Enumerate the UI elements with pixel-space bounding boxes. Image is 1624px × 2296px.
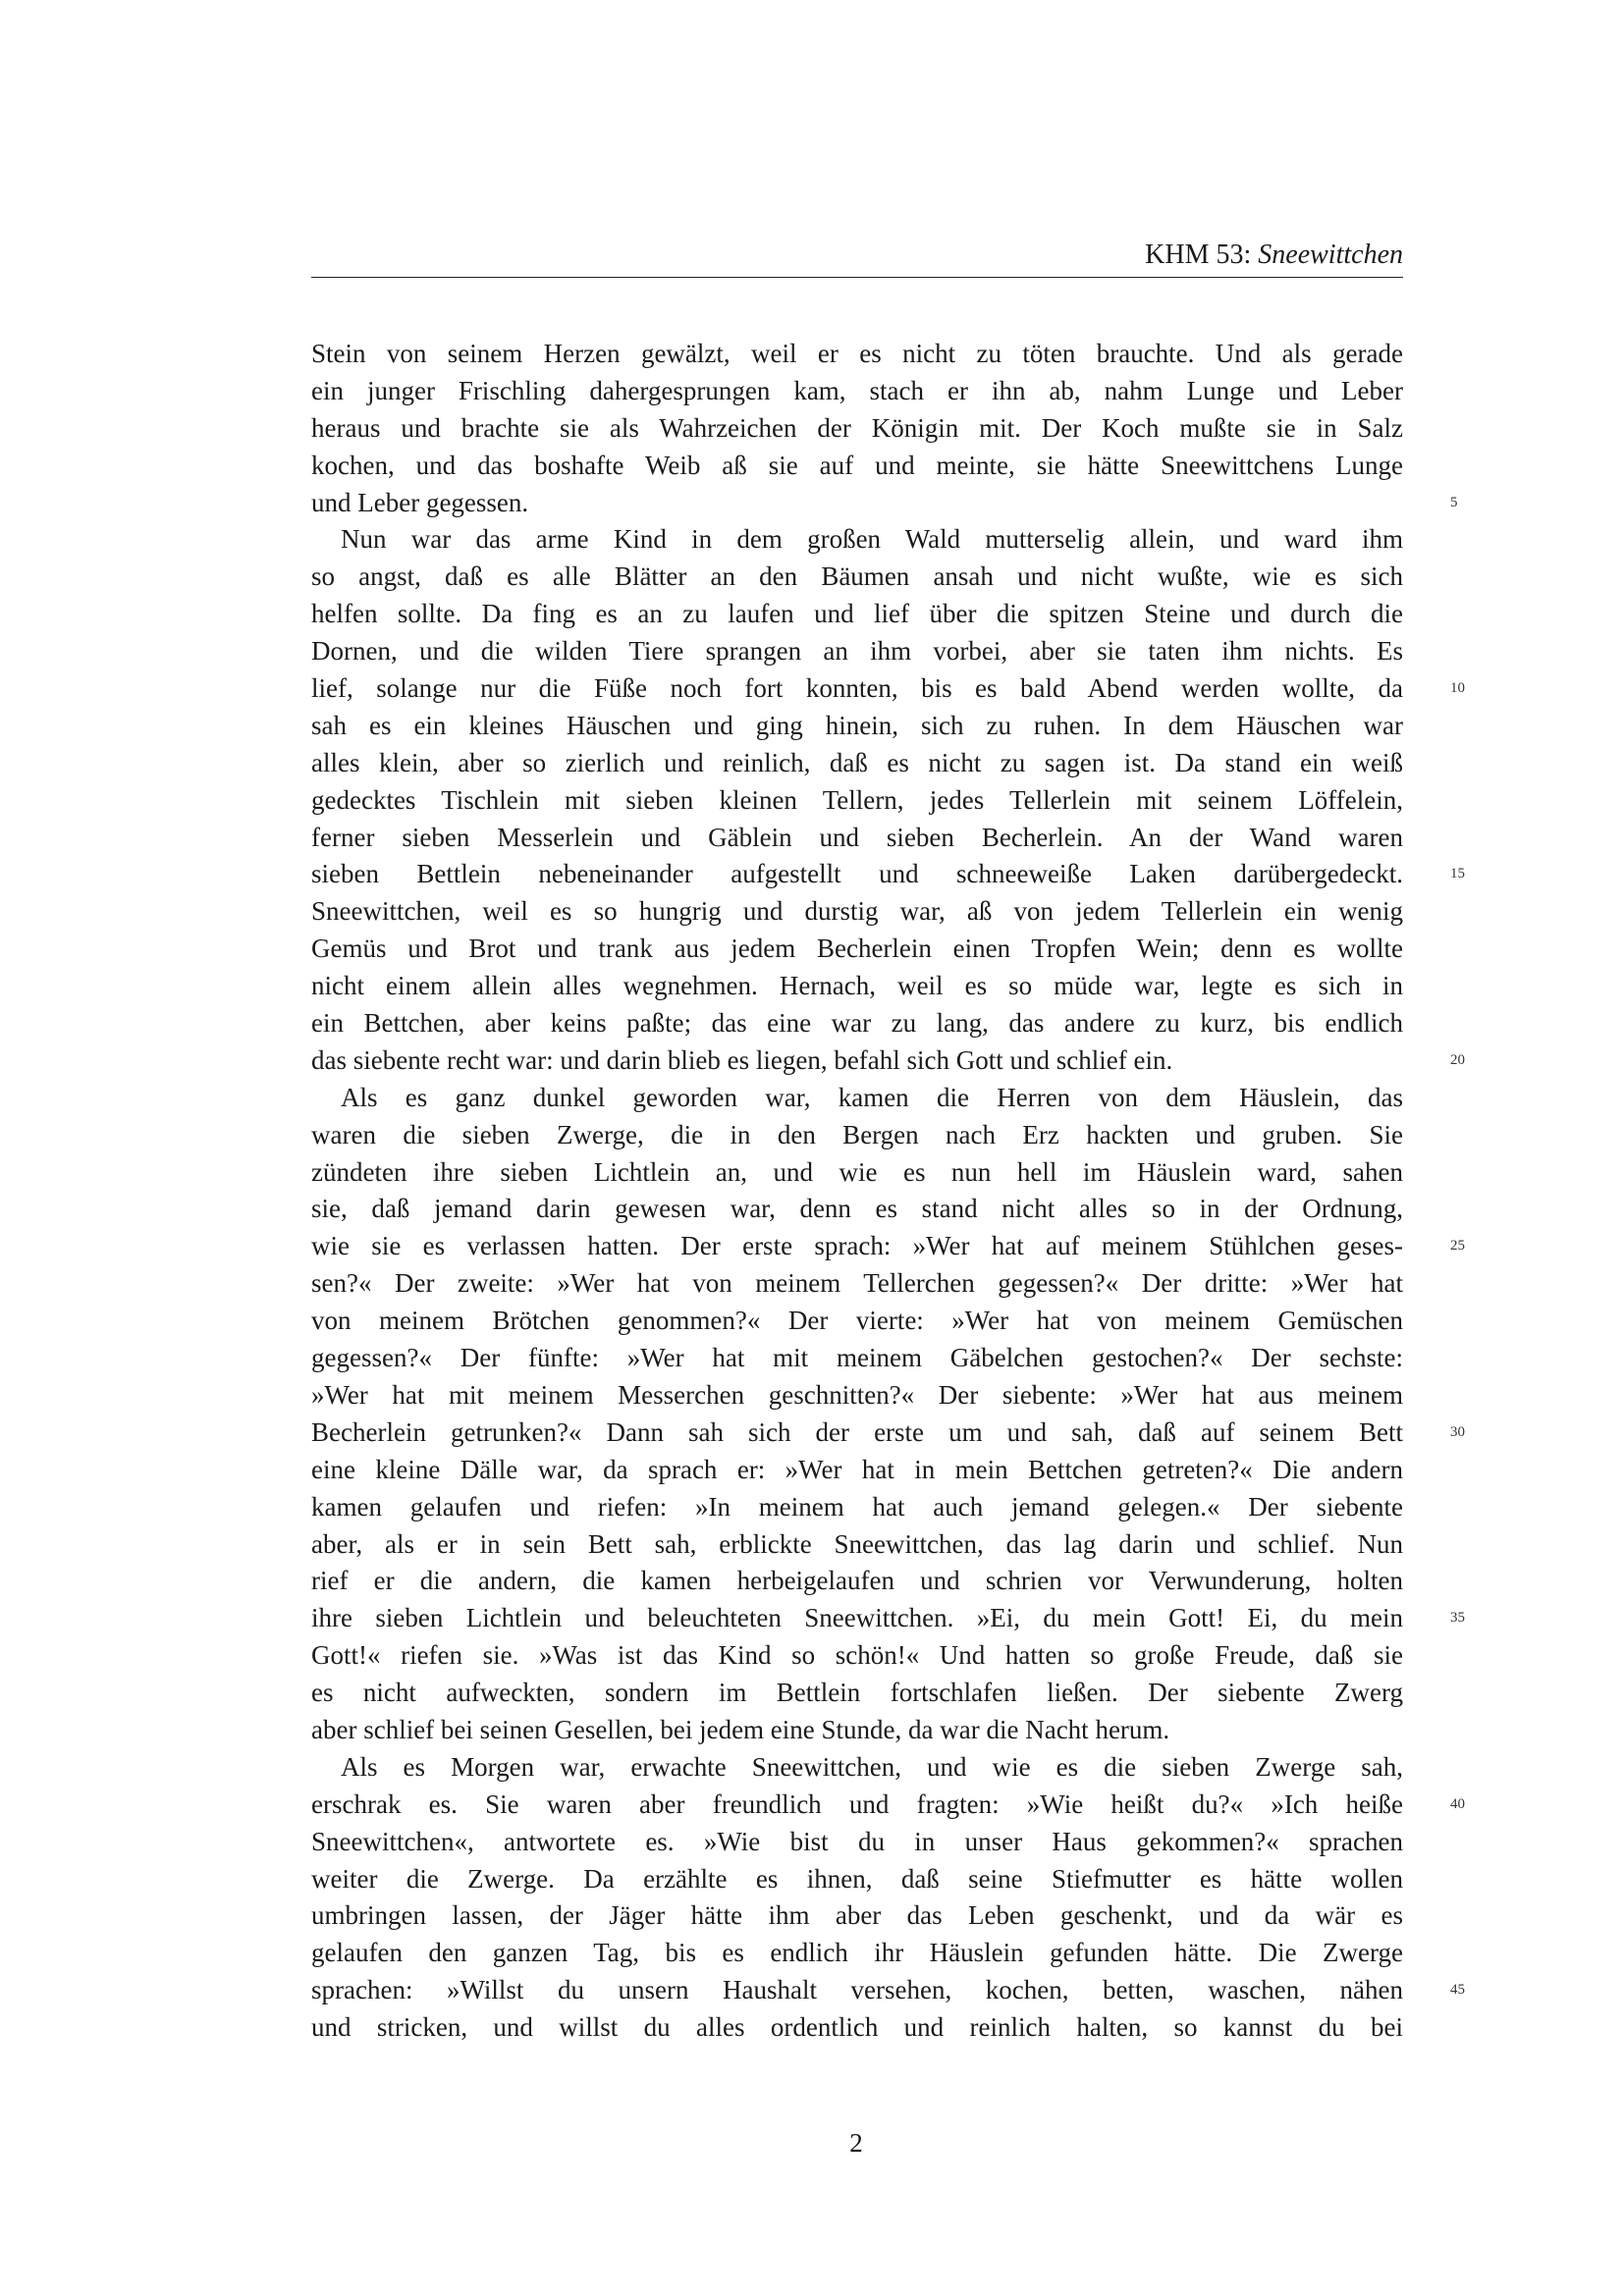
text-line-content: Becherlein getrunken?« Dann sah sich der erste um und sah, daß auf seinem Bett: [311, 1416, 1403, 1447]
text-line-content: aber, als er in sein Bett sah, erblickte Sneewittchen, das lag darin und schlief. Nun: [311, 1528, 1403, 1559]
text-line-content: sen?« Der zweite: »Wer hat von meinem Tellerchen gegessen?« Der dritte: »Wer hat: [311, 1268, 1403, 1299]
text-line: [311, 1042, 1465, 1080]
paragraph: [311, 521, 1465, 1079]
text-line: [311, 1191, 1403, 1228]
text-line: [311, 670, 1465, 708]
text-line-content: sieben Bettlein nebeneinander aufgestellt und schneeweiße Laken darübergedeckt.: [311, 859, 1403, 889]
text-line: [311, 856, 1465, 893]
page-number: 2: [849, 2128, 863, 2158]
text-line: [311, 1526, 1403, 1564]
text-line-content: kamen gelaufen und riefen: »In meinem hat auch jemand gelegen.« Der siebente: [311, 1491, 1403, 1522]
text-line: [311, 968, 1403, 1005]
text-line: [311, 1749, 1403, 1787]
text-line: [311, 559, 1403, 596]
text-line-content: Als es Morgen war, erwachte Sneewittchen, und wie es die sieben Zwerge sah,: [341, 1751, 1403, 1782]
text-line: [311, 1675, 1403, 1712]
header-number: 53:: [1216, 240, 1252, 270]
line-number: 40: [1450, 1795, 1465, 1812]
paragraph: [311, 336, 1458, 521]
text-line: [311, 485, 1458, 522]
text-line-content: zündeten ihre sieben Lichtlein an, und wie es nun hell im Häuslein ward, sahen: [311, 1156, 1403, 1187]
text-line-content: helfen sollte. Da fing es an zu laufen und lief über die spitzen Steine und durch die: [311, 599, 1403, 629]
text-line: [311, 1415, 1465, 1452]
text-line: [311, 336, 1403, 373]
text-line-content: weiter die Zwerge. Da erzählte es ihnen, daß seine Stiefmutter es hätte wollen: [311, 1863, 1403, 1894]
text-line-content: Dornen, und die wilden Tiere sprangen an ihm vorbei, aber sie taten ihm nichts. Es: [311, 636, 1403, 667]
paragraph: [311, 1080, 1465, 1749]
line-number: 10: [1450, 680, 1465, 697]
text-line: [311, 410, 1403, 448]
text-line-content: rief er die andern, die kamen herbeigelaufen und schrien vor Verwunderung, holten: [311, 1566, 1403, 1596]
body-text: [311, 336, 1465, 2047]
paragraph: [311, 1749, 1465, 2047]
text-line: [311, 782, 1403, 820]
text-line-content: ein Bettchen, aber keins paßte; das eine war zu lang, das andere zu kurz, bis endlich: [311, 1008, 1403, 1039]
text-line: [311, 633, 1403, 670]
text-line: [311, 373, 1403, 410]
text-line: [311, 1005, 1403, 1042]
text-line-content: ein junger Frischling dahergesprungen kam, stach er ihn ab, nahm Lunge und Leber: [311, 375, 1403, 405]
text-line: [311, 1972, 1465, 2009]
text-line-content: sah es ein kleines Häuschen und ging hinein, sich zu ruhen. In dem Häuschen war: [311, 710, 1403, 740]
text-line: [311, 893, 1403, 931]
text-line: [311, 1117, 1403, 1154]
text-line-content: sie, daß jemand darin gewesen war, denn es stand nicht alles so in der Ordnung,: [311, 1194, 1403, 1224]
text-line-content: das siebente recht war: und darin blieb es liegen, befahl sich Gott und schlief ein.: [311, 1044, 1173, 1075]
text-line-content: erschrak es. Sie waren aber freundlich und fragten: »Wie heißt du?« »Ich heiße: [311, 1789, 1403, 1819]
text-line: [311, 1265, 1403, 1303]
text-line: [311, 1935, 1403, 1972]
text-line-content: Sneewittchen, weil es so hungrig und durstig war, aß von jedem Tellerlein ein wenig: [311, 896, 1403, 927]
text-line-content: es nicht aufweckten, sondern im Bettlein fortschlafen ließen. Der siebente Zwerg: [311, 1678, 1403, 1708]
line-number: 35: [1450, 1610, 1465, 1627]
text-line-content: heraus und brachte sie als Wahrzeichen der Königin mit. Der Koch mußte sie in Salz: [311, 412, 1403, 443]
text-line: [311, 1824, 1403, 1861]
text-line-content: lief, solange nur die Füße noch fort konnten, bis es bald Abend werden wollte, da: [311, 673, 1403, 704]
text-line-content: alles klein, aber so zierlich und reinlich, daß es nicht zu sagen ist. Da stand ein weiß: [311, 747, 1403, 777]
text-line: [311, 1489, 1403, 1526]
line-number: 15: [1450, 866, 1465, 882]
text-line-content: Nun war das arme Kind in dem großen Wald mutterselig allein, und ward ihm: [341, 524, 1403, 555]
text-line: [311, 1563, 1403, 1600]
header-story-title: Sneewittchen: [1258, 240, 1403, 270]
line-number: 5: [1450, 494, 1458, 510]
text-line: [311, 1303, 1403, 1340]
text-line-content: Gott!« riefen sie. »Was ist das Kind so schön!« Und hatten so große Freude, daß sie: [311, 1640, 1403, 1671]
text-line-content: von meinem Brötchen genommen?« Der vierte: »Wer hat von meinem Gemüschen: [311, 1306, 1403, 1336]
text-line: [311, 820, 1403, 857]
text-line: [311, 708, 1403, 745]
text-line: [311, 521, 1403, 559]
text-line: [311, 2009, 1403, 2047]
line-number: 25: [1450, 1238, 1465, 1255]
line-number: 45: [1450, 1982, 1465, 1999]
running-header-title: [1145, 240, 1403, 271]
line-number: 20: [1450, 1051, 1465, 1068]
text-line-content: Stein von seinem Herzen gewälzt, weil er es nicht zu töten brauchte. Und als gerade: [311, 339, 1403, 368]
text-line-content: und stricken, und willst du alles ordentlich und reinlich halten, so kannst du bei: [311, 2012, 1403, 2043]
text-line: [311, 1897, 1403, 1935]
text-line-content: ihre sieben Lichtlein und beleuchteten Sneewittchen. »Ei, du mein Gott! Ei, du mein: [311, 1603, 1403, 1633]
text-line-content: wie sie es verlassen hatten. Der erste sprach: »Wer hat auf meinem Stühlchen geses-: [311, 1231, 1403, 1261]
text-line-content: kochen, und das boshafte Weib aß sie auf und meinte, sie hätte Sneewittchens Lunge: [311, 450, 1403, 480]
text-line-content: aber schlief bei seinen Gesellen, bei jedem eine Stunde, da war die Nacht herum.: [311, 1714, 1170, 1744]
text-line-content: gegessen?« Der fünfte: »Wer hat mit meinem Gäbelchen gestochen?« Der sechste:: [311, 1343, 1403, 1373]
text-line-content: eine kleine Dälle war, da sprach er: »Wer hat in mein Bettchen getreten?« Die andern: [311, 1454, 1403, 1484]
text-line: [311, 1787, 1465, 1824]
text-line: [311, 448, 1403, 485]
text-line: [311, 1377, 1403, 1415]
text-line-content: gedecktes Tischlein mit sieben kleinen Tellern, jedes Tellerlein mit seinem Löffelein,: [311, 784, 1403, 815]
text-line: [311, 931, 1403, 968]
text-line: [311, 1600, 1465, 1637]
text-line-content: und Leber gegessen.: [311, 487, 529, 517]
text-line-content: ferner sieben Messerlein und Gäblein und sieben Becherlein. An der Wand waren: [311, 822, 1403, 852]
text-line: [311, 596, 1403, 633]
text-line-content: umbringen lassen, der Jäger hätte ihm aber das Leben geschenkt, und da wär es: [311, 1900, 1403, 1931]
text-line: [311, 1154, 1403, 1192]
text-line: [311, 1712, 1403, 1749]
header-prefix: KHM: [1145, 240, 1210, 270]
text-line-content: sprachen: »Willst du unsern Haushalt versehen, kochen, betten, waschen, nähen: [311, 1975, 1403, 2005]
text-line-content: so angst, daß es alle Blätter an den Bäumen ansah und nicht wußte, wie es sich: [311, 561, 1403, 592]
text-line: [311, 1080, 1403, 1117]
text-line: [311, 1452, 1403, 1489]
text-line: [311, 745, 1403, 782]
text-line-content: Als es ganz dunkel geworden war, kamen die Herren von dem Häuslein, das: [341, 1082, 1403, 1112]
text-line: [311, 1861, 1403, 1898]
text-line-content: »Wer hat mit meinem Messerchen geschnitten?« Der siebente: »Wer hat aus meinem: [311, 1379, 1403, 1410]
line-number: 30: [1450, 1423, 1465, 1440]
text-line: [311, 1340, 1403, 1377]
text-line: [311, 1228, 1465, 1265]
text-line-content: waren die sieben Zwerge, die in den Bergen nach Erz hackten und gruben. Sie: [311, 1119, 1403, 1149]
text-line: [311, 1637, 1403, 1675]
text-line-content: Sneewittchen«, antwortete es. »Wie bist du in unser Haus gekommen?« sprachen: [311, 1826, 1403, 1856]
text-line-content: gelaufen den ganzen Tag, bis es endlich ihr Häuslein gefunden hätte. Die Zwerge: [311, 1938, 1403, 1968]
running-header: [311, 234, 1403, 278]
text-line-content: nicht einem allein alles wegnehmen. Hernach, weil es so müde war, legte es sich in: [311, 971, 1403, 1001]
text-line-content: Gemüs und Brot und trank aus jedem Becherlein einen Tropfen Wein; denn es wollte: [311, 934, 1403, 964]
